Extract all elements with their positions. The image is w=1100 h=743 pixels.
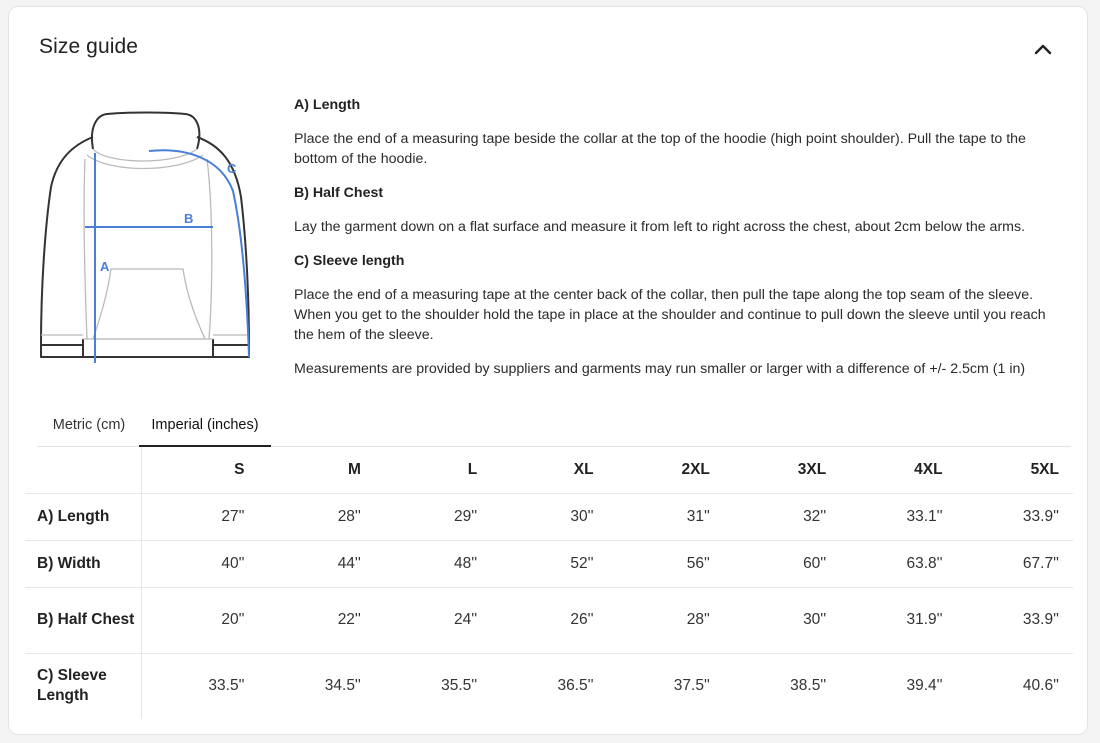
table-cell: 52'' [491,540,607,587]
size-header: L [375,447,491,493]
table-cell: 31.9'' [840,587,956,653]
guide-body-sleeve: Place the end of a measuring tape at the center back of the collar, then pull the tape along the top seam of the sleeve. When you get to the shoulder hold the tape in place at the shoulder and continue to pull down the sleeve until you reach the hem of the sleeve. [294,287,1046,343]
table-cell: 56'' [608,540,724,587]
table-cell: 60'' [724,540,840,587]
label-c: C [227,161,237,176]
table-cell: 36.5'' [557,677,594,695]
row-label: B) Half Chest [25,587,141,653]
table-cell: 22'' [259,587,375,653]
table-row [25,540,1073,587]
size-table [25,447,1073,719]
table-cell: 30'' [491,493,607,540]
table-cell: 31'' [608,493,724,540]
chevron-up-icon [1034,43,1052,55]
table-cell: 29'' [375,493,491,540]
table-cell: 40'' [141,540,259,587]
hoodie-illustration [37,107,251,363]
table-cell: 28'' [259,493,375,540]
tab-imperial[interactable]: Imperial (inches) [139,411,271,447]
table-cell: 20'' [141,587,259,653]
table-cell: 33.9'' [957,493,1073,540]
guide-heading-length: A) Length [294,97,361,113]
table-cell: 24'' [375,587,491,653]
size-header: 5XL [957,447,1073,493]
size-guide-title: Size guide [39,35,139,58]
table-cell: 33.5'' [208,677,245,695]
guide-heading-half-chest: B) Half Chest [294,185,384,201]
guide-body-length: Place the end of a measuring tape beside the collar at the top of the hoodie (high point shoulder). Pull the tape to the bottom of the hoodie. [294,131,1026,167]
table-cell: 63.8'' [840,540,956,587]
table-cell: 48'' [375,540,491,587]
table-corner [25,447,141,493]
table-cell: 32'' [724,493,840,540]
size-header: XL [491,447,607,493]
table-row [25,587,1073,653]
size-header: M [259,447,375,493]
size-guide-header[interactable] [39,35,1057,65]
table-cell: 34.5'' [324,677,361,695]
size-header: 2XL [608,447,724,493]
row-label: B) Width [25,540,141,587]
label-b: B [184,211,194,226]
guide-note: Measurements are provided by suppliers and garments may run smaller or larger with a difference of +/- 2.5cm (1 in) [294,361,1026,377]
table-cell: 33.9'' [957,587,1073,653]
guide-heading-sleeve: C) Sleeve length [294,253,405,269]
size-header: 3XL [724,447,840,493]
table-row [25,653,1073,719]
size-header: S [141,447,259,493]
row-label: A) Length [25,493,141,540]
table-cell: 67.7'' [957,540,1073,587]
guide-body-half-chest: Lay the garment down on a flat surface and measure it from left to right across the chest, about 2cm below the arms. [294,219,1026,235]
size-guide-card [8,6,1088,735]
table-cell: 35.5'' [441,677,478,695]
row-label: C) Sleeve Length [25,653,141,719]
tab-metric[interactable]: Metric (cm) [52,417,126,433]
measuring-guide [294,95,1064,393]
table-cell: 40.6'' [1022,677,1059,695]
table-cell: 38.5'' [790,677,827,695]
size-header-row [25,447,1073,493]
table-cell: 28'' [608,587,724,653]
unit-tabs [37,411,1071,447]
table-cell: 37.5'' [673,677,710,695]
table-cell: 26'' [491,587,607,653]
collapse-button[interactable] [1029,35,1057,63]
label-a: A [100,259,110,274]
table-cell: 27'' [141,493,259,540]
table-cell: 30'' [724,587,840,653]
table-cell: 33.1'' [840,493,956,540]
size-header: 4XL [840,447,956,493]
table-cell: 44'' [259,540,375,587]
table-cell: 39.4'' [906,677,943,695]
table-row [25,493,1073,540]
